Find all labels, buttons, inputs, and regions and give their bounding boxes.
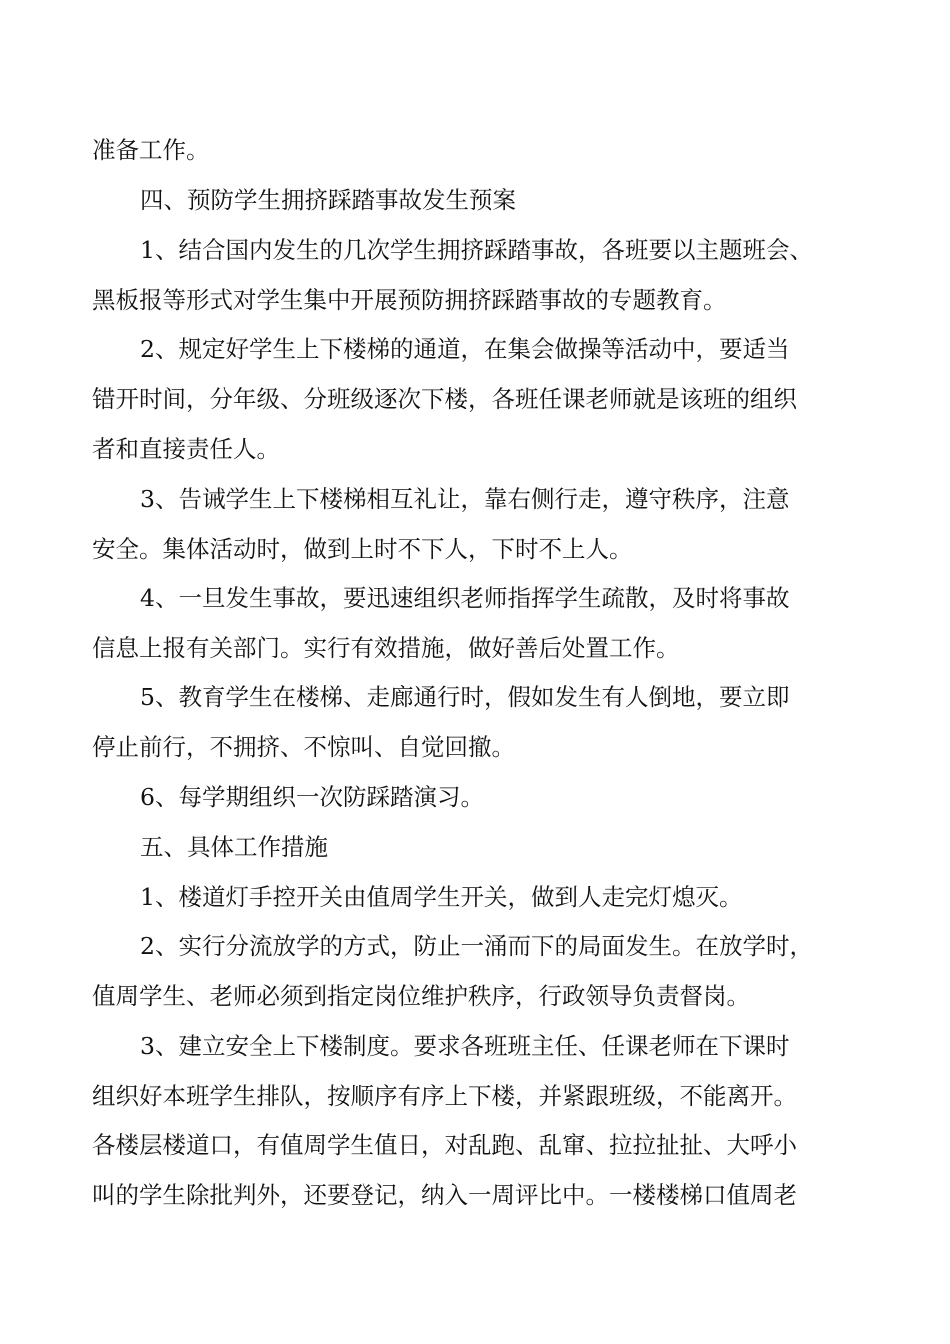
text-line: 者和直接责任人。 — [92, 435, 280, 463]
text-line: 错开时间，分年级、分班级逐次下楼，各班任课老师就是该班的组织 — [92, 385, 797, 413]
text-line: 黑板报等形式对学生集中开展预防拥挤踩踏事故的专题教育。 — [92, 286, 727, 314]
text-line: 组织好本班学生排队，按顺序有序上下楼，并紧跟班级，不能离开。 — [92, 1082, 797, 1110]
text-line: 信息上报有关部门。实行有效措施，做好善后处置工作。 — [92, 634, 680, 662]
text-line: 安全。集体活动时，做到上时不下人，下时不上人。 — [92, 535, 633, 563]
text-line: 1、楼道灯手控开关由值周学生开关，做到人走完灯熄灭。 — [140, 883, 743, 911]
text-line: 2、规定好学生上下楼梯的通道，在集会做操等活动中，要适当 — [140, 335, 790, 363]
text-line: 各楼层楼道口，有值周学生值日，对乱跑、乱窜、拉拉扯扯、大呼小 — [92, 1131, 797, 1159]
text-line: 停止前行，不拥挤、不惊叫、自觉回撤。 — [92, 733, 515, 761]
text-line: 叫的学生除批判外，还要登记，纳入一周评比中。一楼楼梯口值周老 — [92, 1181, 797, 1209]
text-line: 准备工作。 — [92, 136, 210, 164]
text-line: 4、一旦发生事故，要迅速组织老师指挥学生疏散，及时将事故 — [140, 584, 790, 612]
text-line: 3、告诫学生上下楼梯相互礼让，靠右侧行走，遵守秩序，注意 — [140, 485, 790, 513]
text-line: 1、结合国内发生的几次学生拥挤踩踏事故，各班要以主题班会、 — [140, 236, 813, 264]
text-line: 5、教育学生在楼梯、走廊通行时，假如发生有人倒地，要立即 — [140, 683, 790, 711]
text-line: 6、每学期组织一次防踩踏演习。 — [140, 783, 484, 811]
section-heading: 五、具体工作措施 — [140, 833, 328, 861]
section-heading: 四、预防学生拥挤踩踏事故发生预案 — [140, 186, 516, 214]
text-line: 2、实行分流放学的方式，防止一涌而下的局面发生。在放学时， — [140, 932, 813, 960]
text-line: 3、建立安全上下楼制度。要求各班班主任、任课老师在下课时 — [140, 1032, 790, 1060]
text-line: 值周学生、老师必须到指定岗位维护秩序，行政领导负责督岗。 — [92, 982, 750, 1010]
